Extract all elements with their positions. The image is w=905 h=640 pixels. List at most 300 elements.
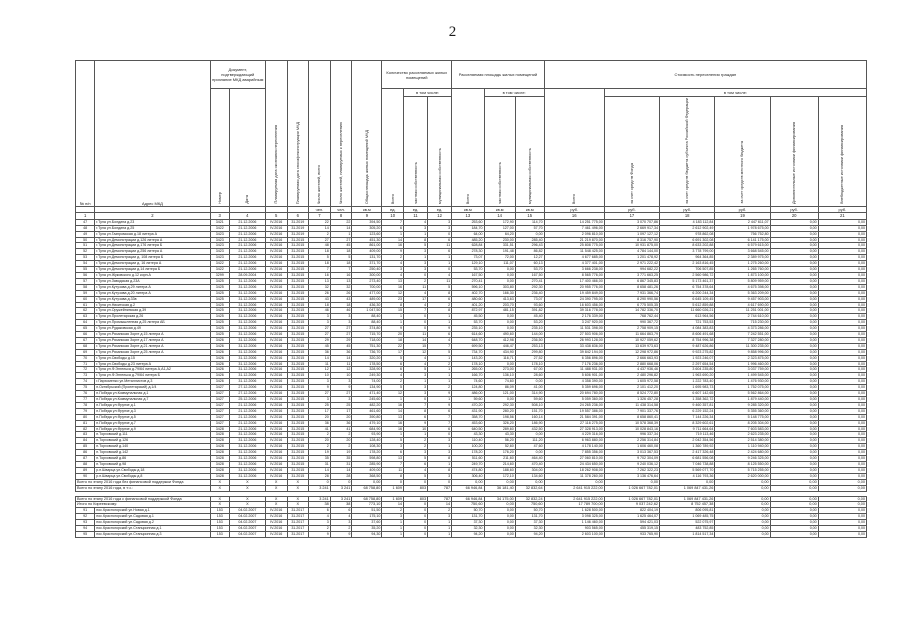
table-cell: 1: [428, 461, 452, 467]
table-cell: 31.2019: [287, 231, 309, 237]
table-cell: 3 247 920,00: [544, 320, 604, 326]
total-cell: 34 175,00: [484, 496, 515, 502]
table-cell: 480,60: [452, 296, 484, 302]
table-cell: 8 658 481,26: [604, 284, 659, 290]
table-cell: 2: [428, 385, 452, 391]
table-cell: 31.12.2006: [229, 290, 265, 296]
table-cell: 0,00: [818, 438, 866, 444]
table-cell: 9: [428, 326, 452, 332]
table-cell: 88,40: [352, 320, 382, 326]
table-cell: 31.2015: [287, 343, 309, 349]
table-cell: 111,20: [515, 438, 544, 444]
table-cell: 0,00: [770, 397, 818, 403]
table-cell: 0,00: [484, 397, 515, 403]
table-cell: 1: [330, 231, 352, 237]
table-cell: 0,00: [770, 379, 818, 385]
table-cell: 1: [428, 526, 452, 532]
table-cell: пос.Красногорский ул.Новая д.1: [95, 508, 210, 514]
table-cell: 756 752,80: [715, 231, 770, 237]
table-cell: 21 584 391,00: [544, 414, 604, 420]
table-cell: IV.2016: [265, 296, 287, 302]
table-cell: 0,00: [770, 444, 818, 450]
column-number-cell: 16: [544, 212, 604, 219]
table-cell: IV.2016: [265, 367, 287, 373]
table-cell: 8 633 202,88: [660, 243, 715, 249]
table-cell: 3: [428, 438, 452, 444]
table-cell: 136,10: [484, 373, 515, 379]
table-cell: 73: [76, 373, 95, 379]
total-cell: 0,00: [484, 479, 515, 485]
table-cell: 31.2019: [287, 219, 309, 225]
table-cell: 46: [309, 308, 331, 314]
column-number-cell: 14: [484, 212, 515, 219]
table-cell: г.Тула ул.Ф.Энгельса д.79/64 литера А,А1,А2: [95, 367, 210, 373]
table-cell: 0,00: [715, 520, 770, 526]
total-cell: 2 641 915 222,00: [544, 496, 604, 502]
total-cell: 0: [382, 479, 404, 485]
table-cell: 0: [404, 272, 428, 278]
table-cell: IV.2016: [265, 456, 287, 462]
table-cell: 27: [309, 326, 331, 332]
table-cell: 8 754 996,38: [660, 337, 715, 343]
table-cell: 1: [428, 261, 452, 267]
table-cell: 59,60: [452, 397, 484, 403]
table-cell: 235,10: [515, 326, 544, 332]
table-cell: 3423: [210, 237, 229, 243]
table-cell: 31.12.2006: [229, 473, 265, 479]
table-cell: 18: [309, 261, 331, 267]
total-cell: 0,00: [818, 485, 866, 491]
table-cell: г.Тула ул.Рязанская Зорге д.21 литера А: [95, 343, 210, 349]
table-cell: 153: [210, 531, 229, 537]
table-cell: 598,80: [352, 456, 382, 462]
table-cell: п.Торховский д.86: [95, 456, 210, 462]
table-cell: 522 075,97: [660, 520, 715, 526]
table-cell: 66: [76, 332, 95, 338]
table-cell: 486,00: [452, 391, 484, 397]
table-cell: 36: [309, 349, 331, 355]
table-cell: 402,70: [452, 290, 484, 296]
table-cell: 9 460 357,81: [660, 402, 715, 408]
table-cell: 1: [428, 367, 452, 373]
table-cell: 0,00: [818, 520, 866, 526]
table-cell: 648,70: [452, 337, 484, 343]
table-cell: 368,50: [352, 473, 382, 479]
table-cell: 2 101 412,20: [604, 385, 659, 391]
table-cell: 18: [330, 249, 352, 255]
table-cell: 5: [404, 456, 428, 462]
table-cell: 3 668 545,00: [715, 249, 770, 255]
table-cell: 0,00: [818, 237, 866, 243]
total-cell: 68 758,80: [352, 485, 382, 491]
table-cell: IV.2016: [265, 355, 287, 361]
table-cell: 872,97: [452, 308, 484, 314]
table-cell: 3425: [210, 308, 229, 314]
table-cell: IV.2016: [265, 302, 287, 308]
table-cell: 4: [382, 272, 404, 278]
table-cell: 178,20: [352, 450, 382, 456]
table-cell: 278,30: [452, 249, 484, 255]
header-area-total: Всего: [452, 89, 484, 207]
table-cell: 21.12.2006: [229, 249, 265, 255]
column-number-cell: 1: [76, 212, 95, 219]
header-doc-number: Номер: [210, 89, 229, 207]
table-cell: IV.2016: [265, 320, 287, 326]
unit-cell: кв.м: [484, 206, 515, 212]
table-cell: 8 125 550,00: [715, 461, 770, 467]
table-cell: г.Тула ул.Демонстрации д.14 литера Б: [95, 267, 210, 273]
table-cell: 37,60: [352, 520, 382, 526]
table-cell: 52,60: [484, 444, 515, 450]
table-cell: 45,40: [515, 314, 544, 320]
table-cell: 1: [428, 355, 452, 361]
table-cell: 0,00: [770, 308, 818, 314]
table-cell: 8: [382, 473, 404, 479]
total-cell: 66 946,84: [452, 485, 484, 491]
total-cell: X: [265, 496, 287, 502]
total-cell: 0,00: [715, 496, 770, 502]
table-cell: 0,00: [770, 290, 818, 296]
table-cell: 9: [404, 420, 428, 426]
table-cell: 72,00: [484, 255, 515, 261]
table-cell: 9 702 304,09: [604, 456, 659, 462]
table-cell: 3425: [210, 290, 229, 296]
total-cell: X: [229, 485, 265, 491]
table-cell: 11: [428, 278, 452, 284]
table-cell: 470,20: [452, 402, 484, 408]
table-cell: 17: [382, 349, 404, 355]
table-cell: 409,00: [352, 467, 382, 473]
table-cell: 401,20: [452, 302, 484, 308]
table-cell: 31.2015: [287, 355, 309, 361]
total-cell: 32 832,64: [515, 485, 544, 491]
table-cell: 28,60: [515, 373, 544, 379]
table-cell: 37,30: [452, 520, 484, 526]
header-rooms-total: Всего: [382, 89, 404, 207]
table-cell: 2 603 100,00: [544, 531, 604, 537]
table-cell: 35: [309, 456, 331, 462]
table-cell: IV.2016: [265, 243, 287, 249]
total-cell: 8 752 457,38: [660, 502, 715, 508]
table-cell: 1: [428, 444, 452, 450]
table-cell: 13: [382, 414, 404, 420]
table-cell: 31.12.2006: [229, 432, 265, 438]
table-cell: 933 765,90: [604, 531, 659, 537]
table-cell: IV.2016: [265, 231, 287, 237]
table-cell: 1: [382, 520, 404, 526]
column-number-cell: 5: [265, 212, 287, 219]
table-cell: 16: [309, 272, 331, 278]
table-cell: 94,20: [452, 531, 484, 537]
table-cell: 85: [76, 444, 95, 450]
table-cell: 358,70: [452, 414, 484, 420]
table-cell: 2 744 610,00: [715, 314, 770, 320]
table-cell: 8: [428, 456, 452, 462]
table-cell: 15: [404, 343, 428, 349]
table-cell: 31.2015: [287, 261, 309, 267]
table-cell: 285,40: [515, 237, 544, 243]
table-cell: 04.02.2007: [229, 520, 265, 526]
page-number: 2: [448, 24, 457, 40]
table-cell: 7: [382, 461, 404, 467]
table-cell: 2: [330, 444, 352, 450]
table-cell: 5: [330, 255, 352, 261]
table-cell: 27 503 906,00: [544, 332, 604, 338]
table-cell: 0,00: [484, 508, 515, 514]
table-cell: 43: [309, 296, 331, 302]
table-cell: 31.2015: [287, 308, 309, 314]
table-cell: 718,00: [352, 337, 382, 343]
table-cell: 0,00: [818, 326, 866, 332]
total-cell: 0,00: [515, 479, 544, 485]
table-cell: 12: [330, 367, 352, 373]
table-cell: 11: [404, 332, 428, 338]
table-cell: 31.2015: [287, 432, 309, 438]
total-cell: 0,00: [352, 479, 382, 485]
table-cell: 0,00: [715, 526, 770, 532]
total-cell: 0,00: [484, 502, 515, 508]
table-cell: 48: [309, 243, 331, 249]
table-cell: 1 146 460,00: [544, 520, 604, 526]
table-cell: 31.2015: [287, 267, 309, 273]
table-cell: 700,00: [352, 284, 382, 290]
total-cell: X: [229, 502, 265, 508]
table-cell: 131,70: [452, 514, 484, 520]
column-numbers-row: [76, 212, 867, 219]
table-cell: IV.2016: [265, 438, 287, 444]
table-cell: 31.12.2006: [229, 438, 265, 444]
table-cell: 4 675 398,00: [715, 284, 770, 290]
table-cell: 6: [382, 361, 404, 367]
total-cell: 787: [428, 485, 452, 491]
table-cell: 1: [428, 373, 452, 379]
table-cell: 31: [309, 461, 331, 467]
table-cell: 0,00: [770, 367, 818, 373]
table-cell: 80: [76, 414, 95, 420]
table-cell: 0: [404, 531, 428, 537]
table-cell: 134,60: [515, 473, 544, 479]
table-cell: 0: [404, 520, 428, 526]
total-label: Всего по этапу 2016 года без финансовой поддержки Фонда: [76, 479, 211, 485]
table-cell: 27: [330, 391, 352, 397]
table-cell: 5 363 209,00: [715, 290, 770, 296]
table-cell: 45,50: [452, 314, 484, 320]
table-cell: г.Тула ул.Заводская д.23А: [95, 278, 210, 284]
table-cell: 45: [330, 343, 352, 349]
column-number-cell: 9: [352, 212, 382, 219]
table-cell: 3422: [210, 261, 229, 267]
total-cell: X: [287, 496, 309, 502]
table-cell: 461,60: [352, 408, 382, 414]
table-cell: 153: [210, 508, 229, 514]
table-cell: 31.12.2006: [229, 343, 265, 349]
table-cell: 0,00: [770, 243, 818, 249]
table-cell: 3426: [210, 373, 229, 379]
table-cell: 3: [330, 520, 352, 526]
table-cell: 14 251 775,00: [544, 219, 604, 225]
table-cell: 27 116 275,00: [544, 420, 604, 426]
table-cell: 16: [382, 243, 404, 249]
table-cell: 0,00: [818, 391, 866, 397]
table-cell: 3423: [210, 249, 229, 255]
table-cell: п.Октябрьский (Пролетарский) д.1/4: [95, 385, 210, 391]
table-cell: 21 219 870,00: [544, 237, 604, 243]
table-cell: 143,20: [452, 355, 484, 361]
table-cell: 1: [428, 320, 452, 326]
table-cell: 1: [428, 379, 452, 385]
table-cell: 31.2015: [287, 461, 309, 467]
table-cell: 394,50: [352, 219, 382, 225]
table-cell: 482,20: [352, 402, 382, 408]
table-cell: п.Победа ул.Фрунзе д.5: [95, 414, 210, 420]
table-cell: 453,60: [452, 420, 484, 426]
header-area-incl: в том числе:: [484, 89, 544, 97]
table-cell: 1 996 460,00: [715, 361, 770, 367]
total-cell: 0,00: [452, 479, 484, 485]
table-cell: 12: [382, 391, 404, 397]
table-cell: 0,00: [818, 255, 866, 261]
table-cell: 16: [382, 402, 404, 408]
table-cell: 0: [404, 326, 428, 332]
table-cell: 47: [76, 219, 95, 225]
table-cell: 245,60: [352, 397, 382, 403]
table-cell: 172,10: [484, 473, 515, 479]
table-cell: 1 606 460,08: [604, 444, 659, 450]
table-cell: 594 421,03: [604, 520, 659, 526]
table-cell: 71: [76, 361, 95, 367]
table-cell: 2 669 917,34: [604, 225, 659, 231]
table-cell: 9 711 664,64: [660, 426, 715, 432]
table-cell: 28: [309, 473, 331, 479]
table-cell: 736,70: [352, 349, 382, 355]
table-cell: 5: [404, 473, 428, 479]
table-cell: 0,00: [818, 272, 866, 278]
table-cell: 75: [76, 385, 95, 391]
table-cell: г.Тула ул.Жуковского д.12 корп.А: [95, 272, 210, 278]
table-cell: 31.2015: [287, 402, 309, 408]
column-number-cell: 17: [604, 212, 659, 219]
table-cell: 3428: [210, 467, 229, 473]
table-cell: 3 070 707,86: [604, 219, 659, 225]
table-cell: 21.12.2006: [229, 267, 265, 273]
table-cell: 306,40: [452, 473, 484, 479]
table-cell: 28: [330, 473, 352, 479]
table-cell: 7 603 583,00: [715, 426, 770, 432]
table-cell: 1: [382, 231, 404, 237]
table-cell: 31.2015: [287, 255, 309, 261]
table-cell: 305,20: [352, 225, 382, 231]
table-cell: 0,00: [770, 426, 818, 432]
unit-cell: руб.: [818, 206, 866, 212]
table-cell: 303,80: [484, 284, 515, 290]
table-cell: IV.2016: [265, 414, 287, 420]
total-cell: 3 241: [330, 496, 352, 502]
table-cell: 9 285 320,00: [715, 402, 770, 408]
table-cell: г.Тула ул.Болдина д.23: [95, 219, 210, 225]
table-cell: г.Тула ул.Ф.Энгельса д.79/64 литера Б: [95, 373, 210, 379]
table-cell: 127,00: [484, 225, 515, 231]
table-cell: пос.Красногорский ул.Станционная д.1: [95, 526, 210, 532]
table-cell: 464,40: [515, 456, 544, 462]
total-cell: 36 181,40: [484, 485, 515, 491]
table-cell: г.Тула ул.Демонстрации д.256 литера А: [95, 249, 210, 255]
table-cell: 2: [309, 231, 331, 237]
table-cell: 490,60: [484, 332, 515, 338]
table-cell: 861,00: [352, 243, 382, 249]
table-cell: пос.Красногорский ул.Станционная д.3: [95, 531, 210, 537]
table-cell: 2 447 611,07: [715, 219, 770, 225]
table-cell: 0,00: [818, 361, 866, 367]
table-cell: 0: [404, 397, 428, 403]
table-cell: 2 417 326,48: [660, 450, 715, 456]
header-cost-extra: Дополнительные источники финансирования: [770, 97, 818, 207]
table-cell: 6 963 880,00: [544, 438, 604, 444]
table-cell: 3 098 325,00: [544, 514, 604, 520]
table-cell: 3 778 799,00: [660, 249, 715, 255]
table-cell: 470,40: [515, 461, 544, 467]
table-cell: 1: [382, 314, 404, 320]
table-cell: 88: [76, 461, 95, 467]
table-cell: 116,71: [484, 355, 515, 361]
table-cell: 04.02.2007: [229, 531, 265, 537]
table-cell: 160,14: [515, 414, 544, 420]
column-number-cell: 13: [452, 212, 484, 219]
table-cell: 978 862,08: [660, 231, 715, 237]
table-cell: 4: [404, 302, 428, 308]
table-cell: 211,60: [484, 456, 515, 462]
table-cell: 31.2017: [287, 514, 309, 520]
header-area-group: Расселяемая площадь жилых помещений: [452, 61, 545, 89]
table-row: [76, 531, 867, 537]
table-cell: 6: [428, 249, 452, 255]
table-cell: 3423: [210, 255, 229, 261]
table-cell: 0,00: [818, 349, 866, 355]
table-cell: 21.12.2006: [229, 225, 265, 231]
table-cell: 36: [330, 349, 352, 355]
table-cell: 3426: [210, 379, 229, 385]
table-cell: 0,00: [818, 261, 866, 267]
table-cell: 31.12.2006: [229, 361, 265, 367]
table-cell: 43,30: [452, 432, 484, 438]
table-cell: г.Тула ул.Газпромская д.18 литера А: [95, 231, 210, 237]
table-cell: IV.2016: [265, 361, 287, 367]
header-area: Общая площадь жилых помещений МКД: [352, 61, 382, 207]
table-cell: 59,60: [515, 397, 544, 403]
table-cell: 49: [76, 231, 95, 237]
table-cell: 0,00: [484, 361, 515, 367]
table-cell: IV.2016: [265, 343, 287, 349]
table-cell: 7 461 496,00: [544, 225, 604, 231]
table-cell: 74,60: [484, 379, 515, 385]
table-cell: 2: [404, 438, 428, 444]
table-cell: 2 163 816,45: [660, 261, 715, 267]
table-cell: 0,00: [818, 379, 866, 385]
table-cell: 6 579 615,00: [715, 243, 770, 249]
table-cell: 3426: [210, 355, 229, 361]
table-cell: 455 319,15: [604, 526, 659, 532]
table-cell: 4: [404, 361, 428, 367]
table-cell: 0: [428, 432, 452, 438]
table-cell: 95: [76, 531, 95, 537]
table-cell: 74,00: [352, 379, 382, 385]
table-cell: 31.2015: [287, 408, 309, 414]
total-cell: 0: [309, 479, 331, 485]
table-cell: 31.12.2006: [229, 461, 265, 467]
table-cell: 27: [330, 326, 352, 332]
table-cell: 82: [76, 426, 95, 432]
table-cell: 53,20: [515, 320, 544, 326]
table-cell: 2 297 654,54: [660, 361, 715, 367]
